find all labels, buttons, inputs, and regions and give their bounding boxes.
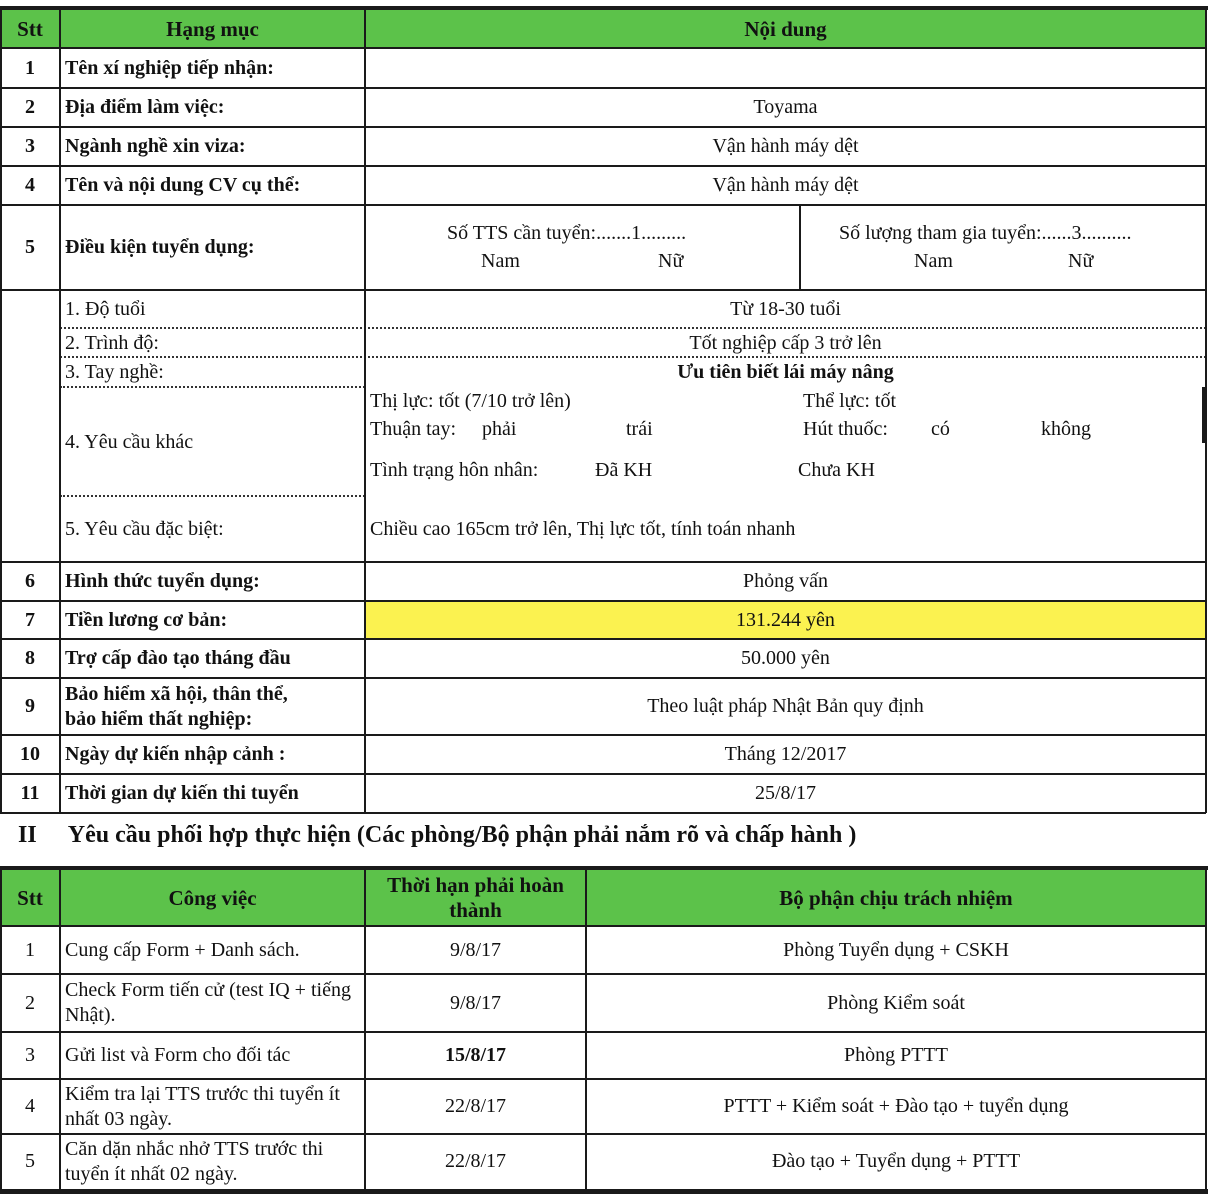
- vline: [364, 10, 366, 813]
- row-9-value: Theo luật pháp Nhật Bản quy định: [647, 695, 924, 717]
- t2-row-2-task-line1: Check Form tiến cử (test IQ + tiếng: [65, 979, 351, 1001]
- t2-row-5-task: [60, 1134, 365, 1189]
- t2-row-2-task: [60, 974, 365, 1032]
- cell-edge-marker: [1202, 387, 1207, 443]
- dotted-divider: [60, 356, 1206, 358]
- row-4-label: Tên và nội dung CV cụ thể:: [65, 174, 301, 196]
- row-2-value: Toyama: [753, 96, 818, 118]
- hline: [0, 126, 1206, 128]
- row-9-label: [60, 678, 365, 735]
- hline: [0, 87, 1206, 89]
- t2-header-deadline: Thời hạn phải hoàn thành: [365, 870, 586, 926]
- t2-row-5-dept: Đào tạo + Tuyển dụng + PTTT: [771, 1150, 1021, 1172]
- row-8-stt: 8: [25, 647, 35, 669]
- t2-row-4-dept: PTTT + Kiểm soát + Đào tạo + tuyển dụng: [723, 1095, 1069, 1117]
- t2-header-stt: Stt: [0, 870, 60, 926]
- row-10-label: Ngày dự kiến nhập cảnh :: [65, 743, 286, 765]
- dotted-divider: [60, 327, 1206, 329]
- row-3-stt: 3: [25, 135, 35, 157]
- t2-header-task: Công việc: [60, 870, 365, 926]
- section-2-number: II: [18, 822, 37, 848]
- t2-row-2-task-line2: Nhật).: [65, 1004, 116, 1026]
- t2-row-4-stt: 4: [25, 1095, 35, 1117]
- age-label: 1. Độ tuổi: [65, 298, 146, 320]
- row-6-value: Phỏng vấn: [743, 570, 828, 592]
- row-9-label-line1: Bảo hiểm xã hội, thân thể,: [65, 682, 288, 705]
- vline: [799, 205, 801, 289]
- skill-label: 3. Tay nghề:: [65, 361, 164, 383]
- hline: [0, 734, 1206, 736]
- marital-married: Đã KH: [595, 459, 653, 481]
- hline: [0, 165, 1206, 167]
- recruit-need-text: Số TTS cần tuyển:.......1.........: [447, 222, 687, 244]
- row-1-label: Tên xí nghiệp tiếp nhận:: [65, 56, 274, 79]
- row-6-label: Hình thức tuyển dụng:: [65, 570, 260, 592]
- t2-row-2-deadline: 9/8/17: [449, 991, 502, 1014]
- hline: [0, 1078, 1206, 1080]
- recruit-join-male: Nam: [914, 250, 953, 272]
- t2-row-1-deadline: 9/8/17: [449, 938, 502, 961]
- t2-header-dept: Bộ phận chịu trách nhiệm: [586, 870, 1206, 926]
- row-11-stt: 11: [20, 782, 40, 804]
- row-10-stt: 10: [20, 743, 40, 765]
- t2-row-5-task-line2: tuyển ít nhất 02 ngày.: [65, 1162, 238, 1185]
- hline: [0, 47, 1206, 49]
- t2-row-3-deadline: 15/8/17: [444, 1044, 507, 1066]
- hline: [0, 204, 1206, 206]
- hline: [0, 289, 1206, 291]
- t2-row-3-task: [60, 1032, 365, 1079]
- education-value: Tốt nghiệp cấp 3 trở lên: [689, 332, 882, 354]
- hline: [0, 561, 1206, 563]
- hline: [0, 812, 1206, 814]
- other-requirements-label: 4. Yêu cầu khác: [65, 431, 194, 453]
- t2-row-4-task: [60, 1079, 365, 1134]
- hline: [0, 773, 1206, 775]
- row-7-label: Tiền lương cơ bản:: [65, 608, 228, 631]
- physical-text: Thể lực: tốt: [803, 390, 897, 412]
- vline: [59, 870, 61, 1190]
- row-3-label: Ngành nghề xin viza:: [65, 135, 246, 157]
- education-label: 2. Trình độ:: [65, 332, 159, 354]
- header-item: Hạng mục: [60, 10, 365, 48]
- row-2-label: Địa điểm làm việc:: [65, 96, 225, 118]
- row-5-label: Điều kiện tuyển dụng:: [65, 235, 255, 258]
- recruit-need-female: Nữ: [658, 250, 684, 272]
- marital-label: Tình trạng hôn nhân:: [370, 459, 539, 481]
- dotted-divider: [60, 495, 365, 497]
- t2-row-1-task-line1: Cung cấp Form + Danh sách.: [65, 938, 300, 961]
- marital-single: Chưa KH: [798, 459, 875, 481]
- vline: [585, 870, 587, 1190]
- salary-value: 131.244 yên: [365, 601, 1206, 639]
- smoking-label: Hút thuốc:: [803, 418, 888, 440]
- row-9-label-line2: bảo hiểm thất nghiệp:: [65, 707, 253, 730]
- recruit-need-male: Nam: [481, 250, 520, 272]
- row-9-stt: 9: [25, 695, 35, 717]
- vline: [0, 10, 2, 813]
- section-2-text: Yêu cầu phối hợp thực hiện (Các phòng/Bộ phận phải nắm rõ và chấp hành ): [67, 822, 857, 848]
- hline: [0, 1133, 1206, 1135]
- t2-row-3-task-line1: Gửi list và Form cho đối tác: [65, 1044, 291, 1066]
- special-requirements-label: 5. Yêu cầu đặc biệt:: [65, 518, 224, 540]
- row-1-value: [365, 48, 1206, 88]
- section-2-title: [18, 822, 856, 849]
- vline: [0, 870, 2, 1190]
- eyesight-text: Thị lực: tốt (7/10 trở lên): [370, 390, 571, 412]
- row-10-value: Tháng 12/2017: [724, 743, 847, 765]
- t2-row-4-deadline: 22/8/17: [444, 1095, 507, 1117]
- t2-row-2-stt: 2: [25, 991, 35, 1014]
- smoking-no: không: [1041, 418, 1091, 440]
- t2-row-4-task-line2: nhất 03 ngày.: [65, 1107, 173, 1130]
- t2-row-3-stt: 3: [25, 1044, 35, 1066]
- handedness-label: Thuận tay:: [370, 418, 457, 440]
- vline: [59, 10, 61, 813]
- header-content: Nội dung: [365, 10, 1206, 48]
- header-stt: Stt: [0, 10, 60, 48]
- vline: [364, 870, 366, 1190]
- t2-row-5-task-line1: Căn dặn nhắc nhở TTS trước thi: [65, 1137, 324, 1160]
- hline: [0, 600, 1206, 602]
- table2-bottom-border: [0, 1189, 1208, 1194]
- age-value: Từ 18-30 tuổi: [730, 298, 841, 320]
- row-3-value: Vận hành máy dệt: [712, 135, 859, 157]
- row-4-value: Vận hành máy dệt: [712, 174, 859, 196]
- row-8-label: Trợ cấp đào tạo tháng đầu: [65, 647, 291, 669]
- special-requirements-value: Chiều cao 165cm trở lên, Thị lực tốt, tính toán nhanh: [370, 518, 796, 540]
- hline: [0, 973, 1206, 975]
- row-2-stt: 2: [25, 96, 35, 118]
- t2-row-5-stt: 5: [25, 1150, 35, 1172]
- recruit-join-text: Số lượng tham gia tuyển:......3..........: [839, 222, 1132, 244]
- recruit-join-female: Nữ: [1068, 250, 1094, 272]
- table2-top-border: [0, 866, 1208, 870]
- row-11-label: Thời gian dự kiến thi tuyển: [65, 782, 299, 804]
- t2-row-2-dept: Phòng Kiểm soát: [827, 991, 965, 1014]
- hline: [0, 677, 1206, 679]
- table1-top-border: [0, 6, 1208, 10]
- row-8-value: 50.000 yên: [741, 647, 830, 669]
- smoking-yes: có: [931, 418, 950, 440]
- handedness-right: phải: [482, 418, 517, 440]
- handedness-left: trái: [626, 418, 653, 440]
- t2-row-5-deadline: 22/8/17: [444, 1150, 507, 1172]
- row-6-stt: 6: [25, 570, 35, 592]
- t2-row-1-stt: 1: [25, 938, 35, 961]
- dotted-divider: [60, 386, 365, 388]
- hline: [0, 638, 1206, 640]
- skill-value: Ưu tiên biết lái máy nâng: [677, 361, 894, 383]
- t2-row-3-dept: Phòng PTTT: [844, 1044, 948, 1066]
- t2-row-1-dept: Phòng Tuyển dụng + CSKH: [783, 938, 1009, 961]
- vline: [1205, 870, 1207, 1190]
- t2-row-1-task: [60, 926, 365, 974]
- row-5-stt: 5: [25, 235, 35, 258]
- t2-row-4-task-line1: Kiểm tra lại TTS trước thi tuyển ít: [65, 1082, 340, 1105]
- row-4-stt: 4: [25, 174, 35, 196]
- hline: [0, 1031, 1206, 1033]
- row-7-stt: 7: [25, 608, 35, 631]
- row-11-value: 25/8/17: [754, 782, 817, 804]
- hline: [0, 925, 1206, 927]
- row-1-stt: 1: [25, 56, 35, 79]
